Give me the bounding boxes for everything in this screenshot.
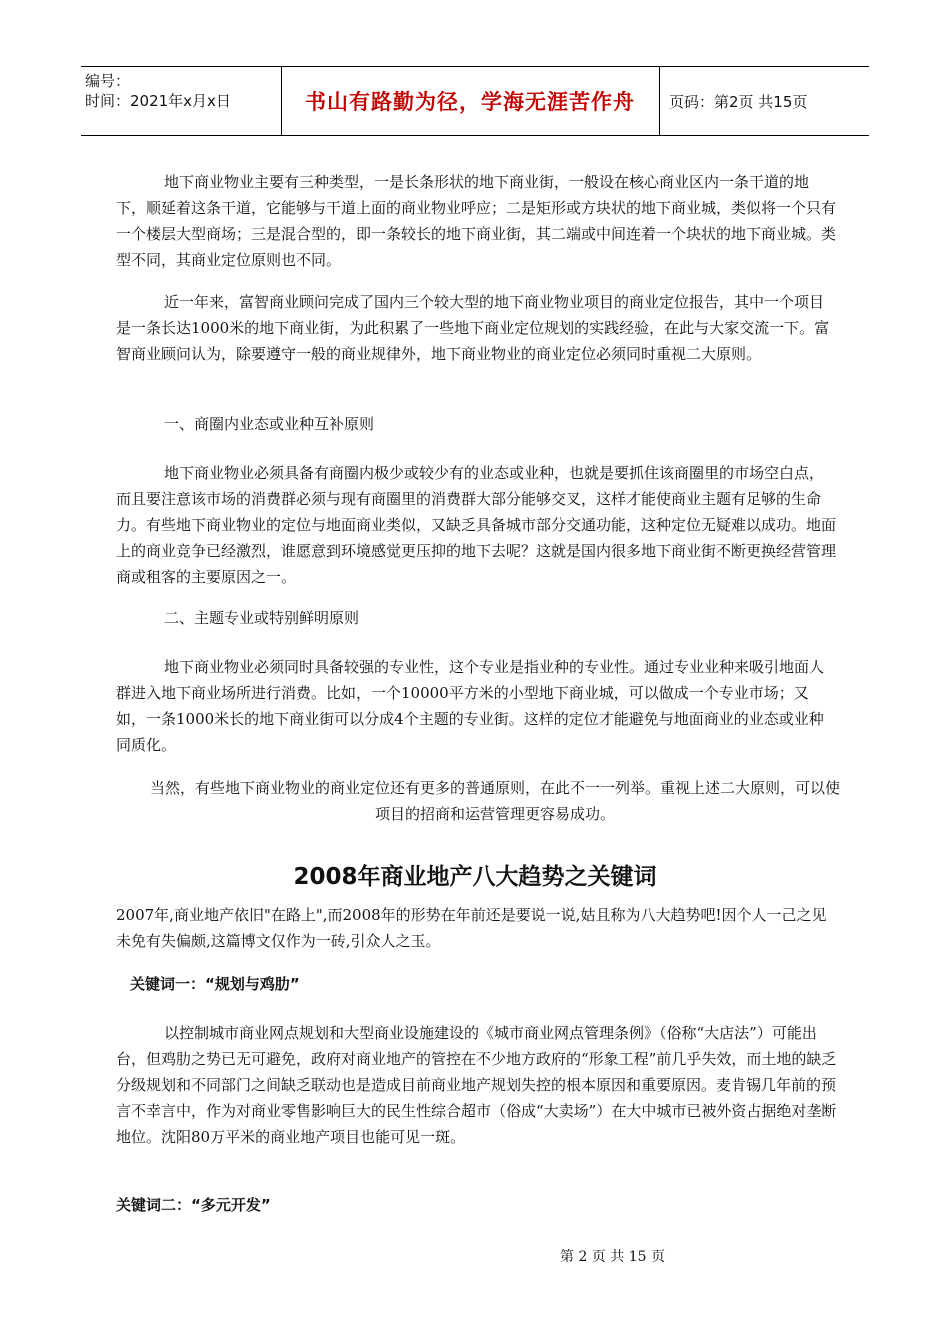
section-heading: 二、主题专业或特别鲜明原则 (164, 609, 360, 627)
doc-time-label: 时间：2021年x月x日 (85, 92, 231, 110)
paragraph: 以控制城市商业网点规划和大型商业设施建设的《城市商业网点管理条例》（俗称“大店法”）可能出台，但鸡肋之势已无可避免，政府对商业地产的管控在不少地方政府的“形象工程”前几乎失效，而土地的缺乏分级规划和不同部门之间缺乏联动也是造成目前商业地产规划失控的根本原因和重要原因。麦肯锡几年前的预言不幸言中，作为对商业零售影响巨大的民生性综合超市（俗成“大卖场”）在大中城市已被外资占据绝对垄断地位。沈阳80万平米的商业地产项目也能可见一斑。 (116, 1024, 837, 1146)
section-heading: 一、商圈内业态或业种互补原则 (164, 415, 375, 433)
paragraph: 2007年,商业地产依旧"在路上",而2008年的形势在年前还是要说一说,姑且称为八大趋势吧!因个人一己之见未免有失偏颇,这篇博文仅作为一砖,引众人之玉。 (116, 906, 827, 950)
header-page-number: 页码：第2页 共15页 (669, 92, 808, 111)
doc-number-label: 编号： (85, 72, 131, 90)
paragraph: 地下商业物业主要有三种类型，一是长条形状的地下商业街，一般设在核心商业区内一条干道的地下，顺延着这条干道，它能够与干道上面的商业物业呼应；二是矩形或方块状的地下商业城，类似将一个只有一个楼层大型商场；三是混合型的，即一条较长的地下商业街，其二端或中间连着一个块状的地下商业城。类型不同，其商业定位原则也不同。 (116, 173, 837, 269)
header-meta (85, 71, 281, 111)
footer-page-number: 第 2 页 共 15 页 (560, 1249, 665, 1265)
paragraph: 地下商业物业必须同时具备较强的专业性，这个专业是指业种的专业性。通过专业业种来吸引地面人群进入地下商业场所进行消费。比如，一个10000平方米的小型地下商业城，可以做成一个专业市场；又如，一条1000米长的地下商业街可以分成4个主题的专业街。这样的定位才能避免与地面商业的业态或业种同质化。 (116, 658, 825, 754)
paragraph: 近一年来，富智商业顾问完成了国内三个较大型的地下商业物业项目的商业定位报告，其中一个项目是一条长达1000米的地下商业街，为此积累了一些地下商业定位规划的实践经验，在此与大家交流一下。富智商业顾问认为，除要遵守一般的商业规律外，地下商业物业的商业定位必须同时重视二大原则。 (116, 293, 830, 363)
paragraph: 地下商业物业必须具备有商圈内极少或较少有的业态或业种，也就是要抓住该商圈里的市场空白点，而且要注意该市场的消费群必须与现有商圈里的消费群大部分能够交叉，这样才能使商业主题有足够的生命力。有些地下商业物业的定位与地面商业类似，又缺乏具备城市部分交通功能，这种定位无疑难以成功。地面上的商业竞争已经激烈，谁愿意到环境感觉更压抑的地下去呢？这就是国内很多地下商业街不断更换经营管理商或租客的主要原因之一。 (116, 464, 837, 586)
keyword-heading: 关键词一：“规划与鸡肋” (130, 975, 300, 993)
header-motto: 书山有路勤为径，学海无涯苦作舟 (305, 90, 635, 114)
page-header (81, 66, 869, 136)
keyword-heading: 关键词二：“多元开发” (116, 1196, 271, 1214)
article-title: 2008年商业地产八大趋势之关键词 (293, 864, 657, 890)
paragraph: 当然，有些地下商业物业的商业定位还有更多的普通原则，在此不一一列举。重视上述二大原则，可以使项目的招商和运营管理更容易成功。 (150, 779, 841, 823)
header-divider (659, 67, 660, 135)
